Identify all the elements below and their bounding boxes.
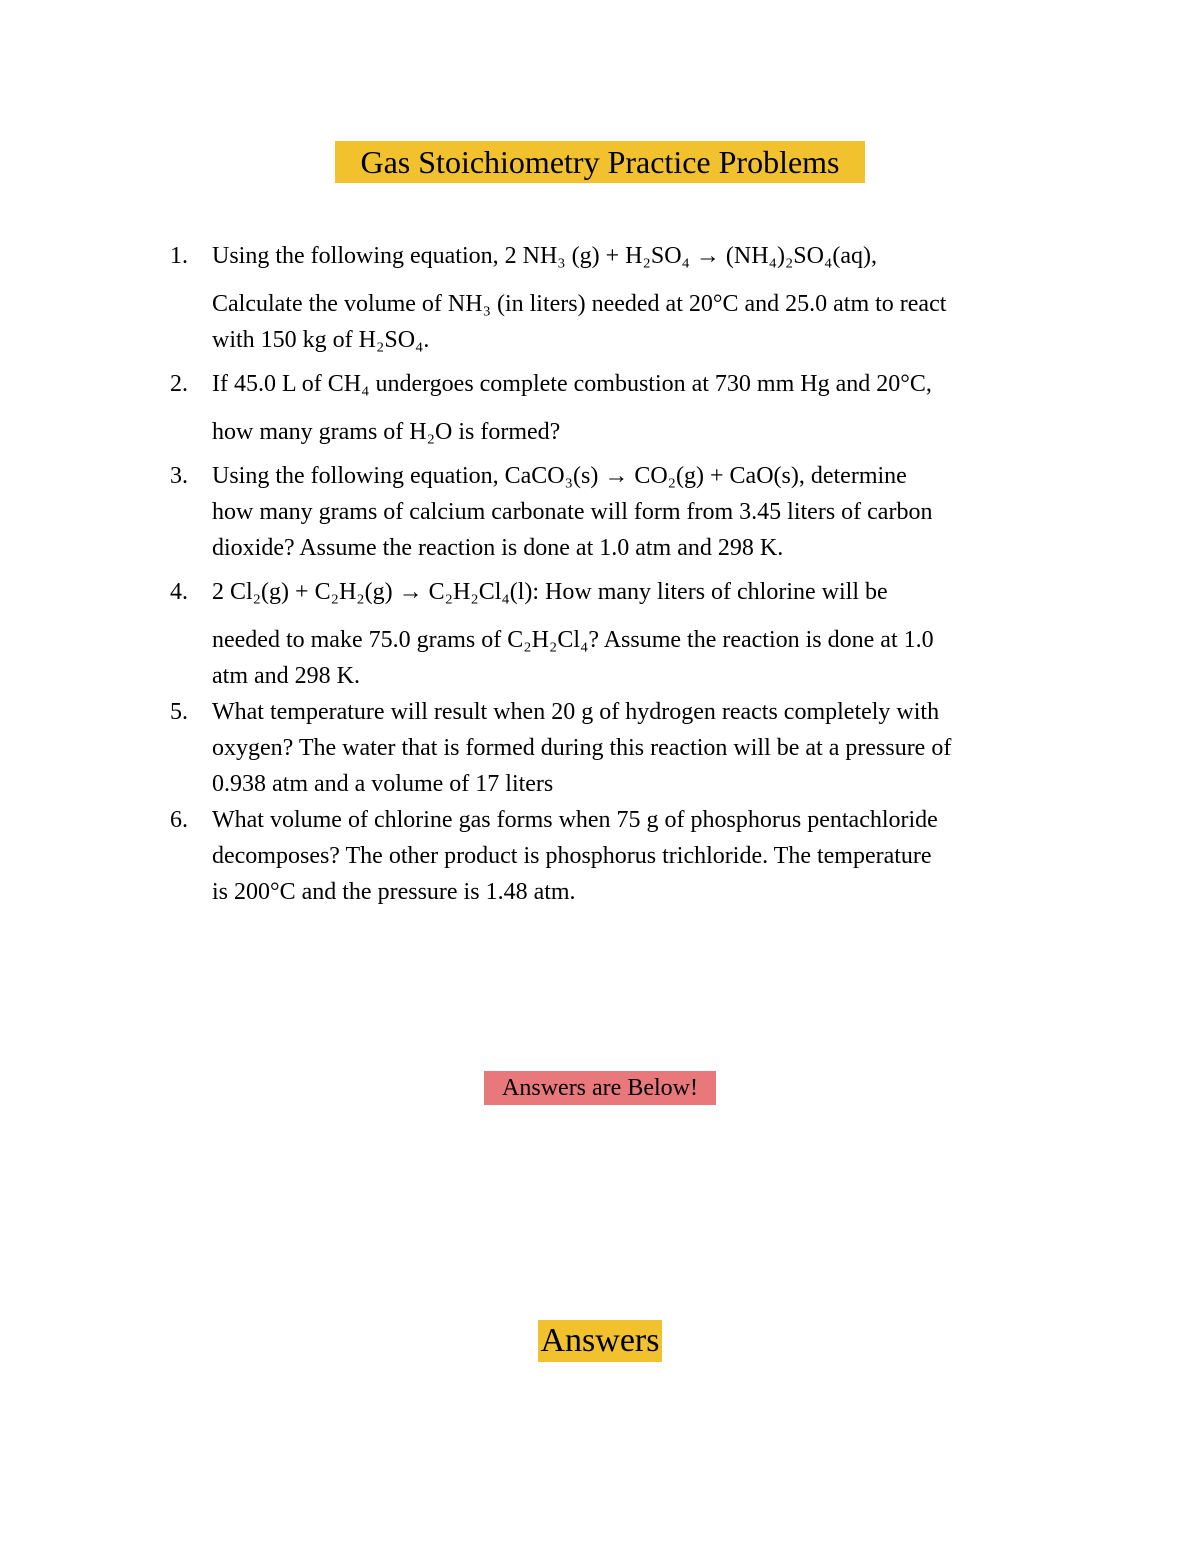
problem-number: 1. xyxy=(170,243,188,269)
problem-5 xyxy=(170,694,1070,802)
problem-text-line: how many grams of H₂O is formed? xyxy=(212,419,561,445)
problem-text-line: If 45.0 L of CH₄ undergoes complete combustion at 730 mm Hg and 20°C, xyxy=(212,371,932,397)
problem-text-line: 0.938 atm and a volume of 17 liters xyxy=(212,771,554,797)
problem-text-line: What temperature will result when 20 g of hydrogen reacts completely with xyxy=(212,699,940,725)
problem-text-line: how many grams of calcium carbonate will form from 3.45 liters of carbon xyxy=(212,499,933,525)
problem-text-line: dioxide? Assume the reaction is done at 1.0 atm and 298 K. xyxy=(212,535,784,561)
problem-text-line: Calculate the volume of NH₃ (in liters) needed at 20°C and 25.0 atm to react xyxy=(212,291,947,317)
problem-text-line: is 200°C and the pressure is 1.48 atm. xyxy=(212,879,576,905)
problem-text-line: Using the following equation, CaCO₃(s) → CO₂(g) + CaO(s), determine xyxy=(212,463,907,489)
problem-list xyxy=(170,238,1070,910)
problem-number: 4. xyxy=(170,579,188,605)
answers-heading: Answers xyxy=(538,1320,662,1362)
answers-below-banner: Answers are Below! xyxy=(484,1071,716,1105)
problem-number: 6. xyxy=(170,807,188,833)
problem-4 xyxy=(170,574,1070,694)
problem-text-line: atm and 298 K. xyxy=(212,663,360,689)
page-title: Gas Stoichiometry Practice Problems xyxy=(335,141,865,183)
problem-number: 5. xyxy=(170,699,188,725)
problem-text-line: decomposes? The other product is phosphorus trichloride. The temperature xyxy=(212,843,932,869)
problem-text-line: needed to make 75.0 grams of C₂H₂Cl₄? Assume the reaction is done at 1.0 xyxy=(212,627,934,653)
problem-3 xyxy=(170,458,1070,566)
problem-text-line: What volume of chlorine gas forms when 75 g of phosphorus pentachloride xyxy=(212,807,938,833)
problem-text-line: Using the following equation, 2 NH₃ (g) + H₂SO₄ → (NH₄)₂SO₄(aq), xyxy=(212,243,877,269)
problem-text-line: 2 Cl₂(g) + C₂H₂(g) → C₂H₂Cl₄(l): How many liters of chlorine will be xyxy=(212,579,888,605)
problem-6 xyxy=(170,802,1070,910)
problem-2 xyxy=(170,366,1070,450)
problem-text-line: with 150 kg of H₂SO₄. xyxy=(212,327,430,353)
problem-number: 2. xyxy=(170,371,188,397)
problem-1 xyxy=(170,238,1070,358)
problem-text-line: oxygen? The water that is formed during this reaction will be at a pressure of xyxy=(212,735,952,761)
problem-number: 3. xyxy=(170,463,188,489)
